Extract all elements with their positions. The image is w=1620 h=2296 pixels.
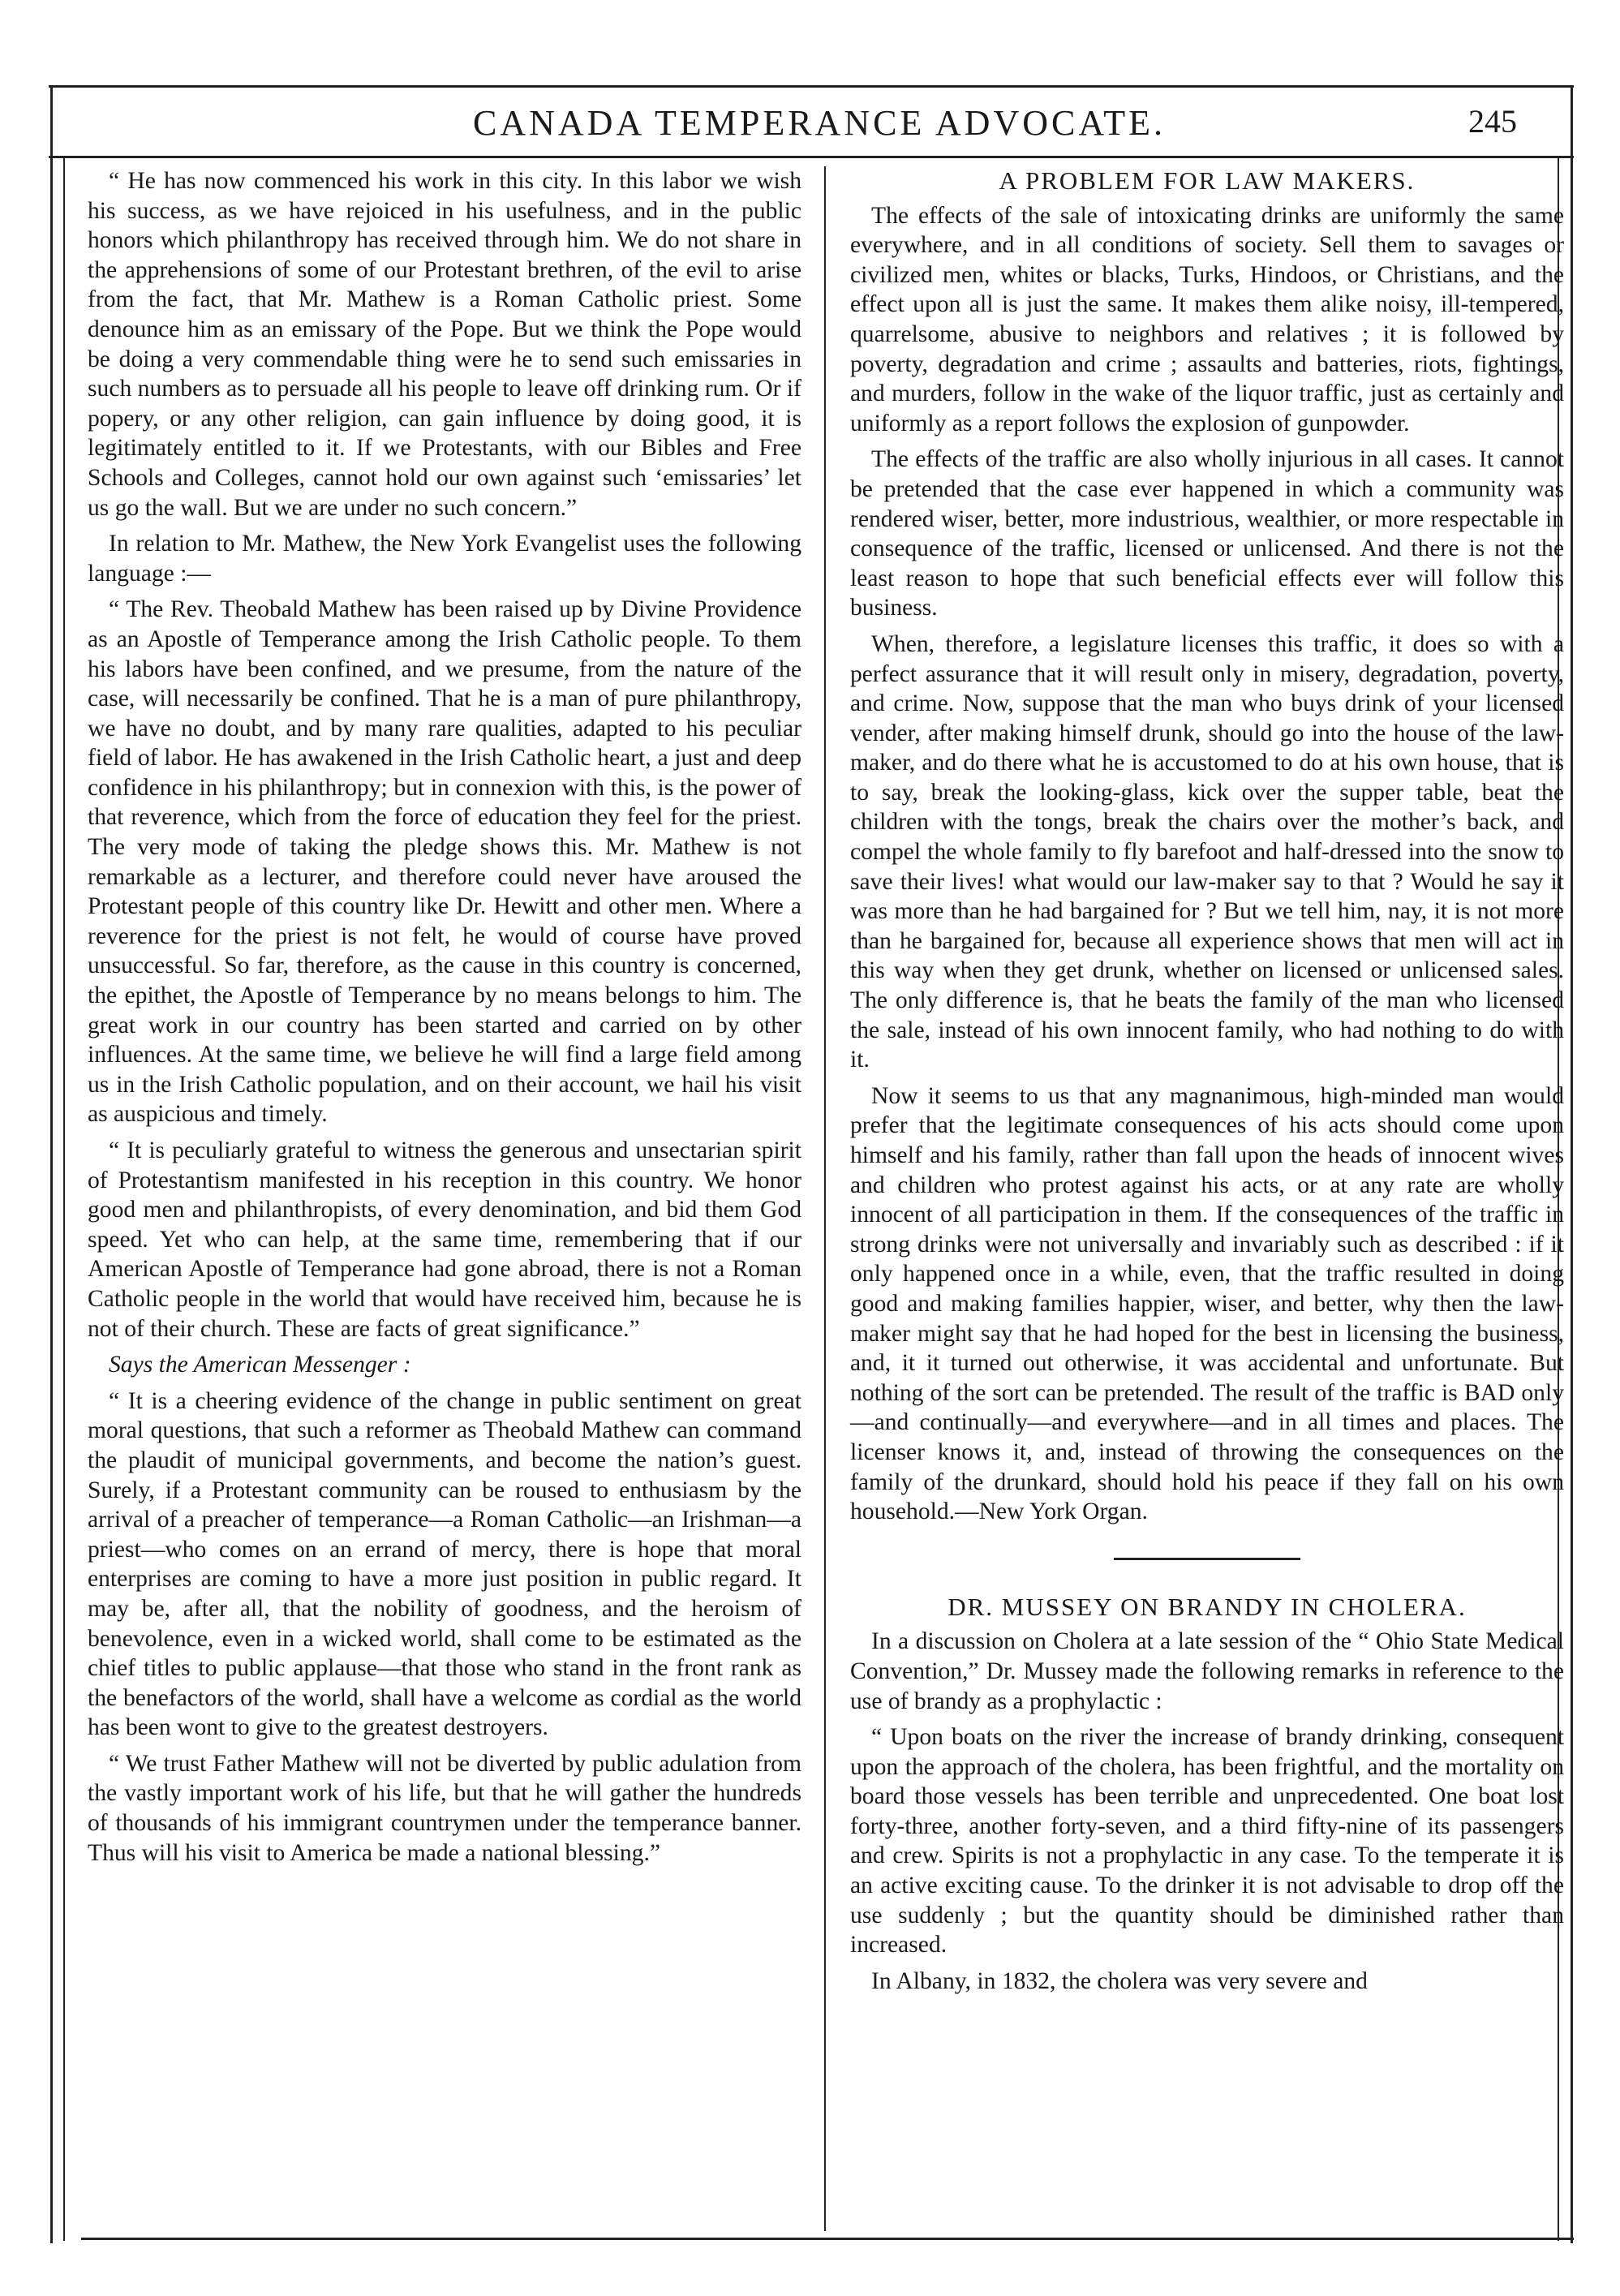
publication-title: CANADA TEMPERANCE ADVOCATE. <box>472 103 1167 143</box>
running-head <box>122 96 1517 153</box>
article-paragraph: “ He has now commenced his work in this city. In this labor we wish his success, as we have rejoiced in his usefulness, and in the public honors which philanthropy has received through him. We do not share in the apprehensions of some of our Protestant brethren, of the evil to arise from the fact, that Mr. Mathew is a Roman Catholic priest. Some denounce him as an emissary of the Pope. But we think the Pope would be doing a very commendable thing were he to send such emissaries in such numbers as to persuade all his people to leave off drinking rum. Or if popery, or any other religion, can gain influence by doing good, it is legitimately entitled to it. If we Protestants, with our Bibles and Free Schools and Colleges, cannot hold our own against such ‘emissaries’ let us go the wall. But we are under no such concern.” <box>88 168 801 521</box>
border-right-rule <box>1571 85 1573 2243</box>
article-paragraph: Says the American Messenger : <box>109 1352 411 1378</box>
article-paragraph: When, therefore, a legislature licenses this traffic, it does so with a perfect assurance that it will result only in misery, degradation, poverty, and crime. Now, suppose that the man who buys drink of your licensed vender, after making himself drunk, should go into the house of the law-maker, and do there what he is accustomed to do at his own house, that is to say, break the looking-glass, kick over the supper table, beat the children with the tongs, break the chairs over the mother’s back, and compel the whole family to fly barefoot and half-dressed into the snow to save their lives! what would our law-maker say to that ? Would he say it was more than he had bargained for ? But we tell him, nay, it is not more than he bargained for, because all experience shows that men will act in this way when they get drunk, whether on licensed or unlicensed sales. The only difference is, that he beats the family of the man who licensed the sale, instead of his own innocent family, who had nothing to do with it. <box>850 630 1564 1073</box>
section-separator-rule <box>1114 1558 1300 1560</box>
article-paragraph: In relation to Mr. Mathew, the New York Evangelist uses the following language :— <box>88 531 801 587</box>
left-column <box>88 166 801 1874</box>
article-paragraph: In Albany, in 1832, the cholera was very severe and <box>871 1967 1368 1994</box>
header-underline-rule <box>49 156 1574 158</box>
article-heading-mussey: DR. MUSSEY ON BRANDY IN CHOLERA. <box>948 1592 1467 1621</box>
column-divider <box>824 166 826 2231</box>
article-paragraph: The effects of the traffic are also wholly injurious in all cases. It cannot be pretended that the case ever happened in which a community was rendered wiser, better, more industrious, wealthier, or more respectable in consequence of the traffic, licensed or unlicensed. And there is not the least reason to hope that such beneficial effects ever will follow this business. <box>850 446 1564 621</box>
border-top-rule <box>49 85 1574 88</box>
article-paragraph: “ It is peculiarly grateful to witness the generous and unsectarian spirit of Protestantism manifested in his reception in this country. We honor good men and philanthropists, of every denomination, and bid them God speed. Yet who can help, at the same time, remembering that if our American Apostle of Temperance had gone abroad, there is not a Roman Catholic people in the world that would have received him, because he is not of their church. These are facts of great significance.” <box>88 1137 801 1342</box>
article-paragraph: The effects of the sale of intoxicating drinks are uniformly the same everywhere, and in all conditions of society. Sell them to savages or civilized men, whites or blacks, Turks, Hindoos, or Christians, and the effect upon all is just the same. It makes them alike noisy, ill-tempered, quarrelsome, abusive to neighbors and relatives ; it is followed by poverty, degradation and crime ; assaults and batteries, riots, fightings, and murders, follow in the wake of the liquor traffic, just as certainly and uniformly as a report follows the explosion of gunpowder. <box>850 202 1564 436</box>
border-left-inner-rule <box>63 156 65 2241</box>
border-bottom-rule <box>81 2238 1574 2240</box>
article-paragraph: “ The Rev. Theobald Mathew has been raised up by Divine Providence as an Apostle of Temperance among the Irish Catholic people. To them his labors have been confined, and we presume, from the nature of the case, will necessarily be confined. That he is a man of pure philanthropy, we have no doubt, and by many rare qualities, adapted to his peculiar field of labor. He has awakened in the Irish Catholic heart, a just and deep confidence in his philanthropy; but in connexion with this, is the power of that reverence, which from the force of education they feel for the priest. The very mode of taking the pledge shows this. Mr. Mathew is not remarkable as a lecturer, and therefore could never have aroused the Protestant people of this country like Dr. Hewitt and other men. Where a reverence for the priest is not felt, he would of course have proved unsuccessful. So far, therefore, as the cause in this country is concerned, the epithet, the Apostle of Temperance by no means belongs to him. The great work in our country has been started and carried on by other influences. At the same time, we believe he will find a large field among us in the Irish Catholic population, and on their account, we hail his visit as auspicious and timely. <box>88 596 801 1128</box>
article-paragraph: “ Upon boats on the river the increase of brandy drinking, consequent upon the approach of the cholera, has been frightful, and the mortality on board those vessels has been terrible and unprecedented. One boat lost forty-three, another forty-seven, and a third fifty-nine of its passengers and crew. Spirits is not a prophylactic in any case. To the temperate it is an active exciting cause. To the drinker it is not advisable to drop off the use suddenly ; but the quantity should be diminished rather than increased. <box>850 1724 1564 1958</box>
border-left-rule <box>50 85 53 2243</box>
article-paragraph: “ It is a cheering evidence of the change in public sentiment on great moral questions, that such a reformer as Theobald Mathew can command the plaudit of municipal governments, and become the nation’s guest. Surely, if a Protestant community can be roused to enthusiasm by the arrival of a preacher of temperance—a Roman Catholic—an Irishman—a priest—who comes on an errand of mercy, there is hope that moral enterprises are coming to have a more just position in public regard. It may be, after all, that the nobility of goodness, and the heroism of benevolence, even in a wicked world, shall come to be estimated as the chief titles to public applause—that those who stand in the front rank as the benefactors of the world, shall have a welcome as cordial as the world has been wont to give to the greatest destroyers. <box>88 1387 801 1741</box>
article-paragraph: Now it seems to us that any magnanimous, high-minded man would prefer that the legitimate consequences of his acts should come upon himself and his family, rather than fall upon the heads of innocent wives and children who protest against his acts, or at any rate are wholly innocent of all participation in them. If the consequences of the traffic in strong drinks were not universally and invariably such as described : if it only happened once in a while, even, that the traffic resulted in doing good and making families happier, wiser, and better, why then the law-maker might say that he had hoped for the best in licensing the business, and, it it turned out otherwise, it was accidental and unfortunate. But nothing of the sort can be pretended. The result of the traffic is BAD only—and continually—and everywhere—and in all times and places. The licenser knows it, and, instead of throwing the consequences on the family of the drunkard, should hold his peace if they fall on his own household.—New York Organ. <box>850 1082 1564 1525</box>
article-paragraph: “ We trust Father Mathew will not be diverted by public adulation from the vastly important work of his life, but that he will gather the hundreds of thousands of his immigrant countrymen under the temperance banner. Thus will his visit to America be made a national blessing.” <box>88 1750 801 1866</box>
article-paragraph: In a discussion on Cholera at a late session of the “ Ohio State Medical Convention,” Dr. Mussey made the following remarks in reference to the use of brandy as a prophylactic : <box>850 1628 1564 1714</box>
page-number: 245 <box>1468 103 1517 140</box>
right-column <box>850 166 1564 2002</box>
article-heading-law-makers: A PROBLEM FOR LAW MAKERS. <box>999 166 1416 195</box>
